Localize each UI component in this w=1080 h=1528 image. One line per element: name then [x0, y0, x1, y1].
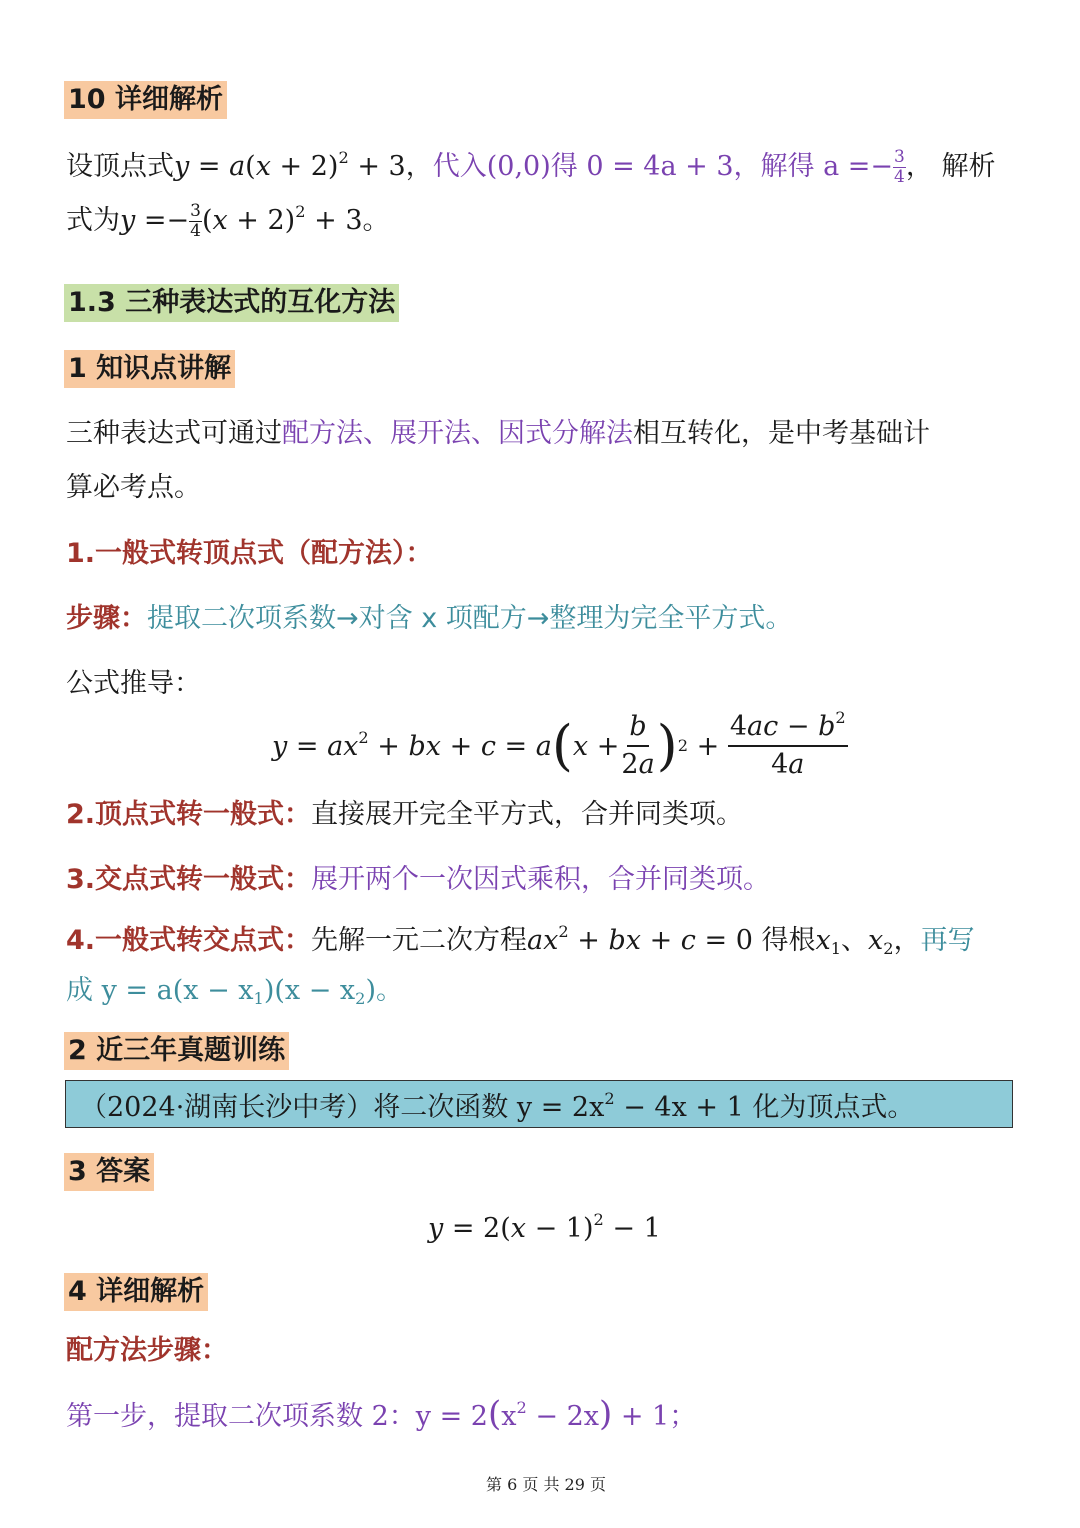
formula-derivation-label: 公式推导： — [66, 668, 201, 699]
method-2: 2.顶点式转一般式：直接展开完全平方式，合并同类项。 — [66, 799, 744, 830]
heading-answer: 3 答案 — [64, 1153, 154, 1191]
final-vertex-formula: y =− $\frac{3}{4}$ $(x + 2)^2 + 3$ — [120, 201, 363, 241]
heading-exam-training: 2 近三年真题训练 — [64, 1032, 289, 1070]
page-footer: 第 6 页 共 29 页 — [486, 1475, 606, 1494]
heading-detail-analysis-4: 4 详细解析 — [64, 1273, 208, 1311]
method-3: 3.交点式转一般式：展开两个一次因式乘积，合并同类项。 — [66, 864, 771, 895]
heading-detail-analysis-10: 10 详细解析 — [64, 81, 227, 119]
answer-formula: $y = 2(x - 1)^2 - 1$ — [428, 1209, 661, 1244]
completing-square-formula: $y = ax^2$ + bx + c = a ( x + $\frac{b}{2a}$ ) 2 + $\frac{4ac - b^2}{4a}$ — [272, 707, 846, 780]
knowledge-paragraph-line-2: 算必考点。 — [66, 472, 201, 503]
analysis-line-1: 设顶点式$y = a(x + 2)^2 + 3$，代入(0,0)得 0 = 4a + 3，解得 a =− $\frac{3}{4}$ ， 解析 — [66, 147, 996, 187]
step-1-text: 第一步，提取二次项系数 2：$y = 2(x^2 - 2x) + 1$； — [66, 1394, 697, 1434]
exam-question-text: （2024·湖南长沙中考）将二次函数 $y = 2x^2 - 4x + 1$ 化为顶点式。 — [80, 1088, 915, 1123]
method-1-title: 1.一般式转顶点式（配方法）： — [66, 538, 433, 569]
vertex-form-formula: $y = a(x + 2)^2 + 3$ — [174, 147, 406, 182]
completing-square-steps-label: 配方法步骤： — [66, 1335, 228, 1366]
method-4-line-1: 4.一般式转交点式：先解一元二次方程$ax^2$ + bx + c = 0 得根$x_1$、$x_2$，再写 — [66, 921, 975, 958]
knowledge-paragraph-line-1: 三种表达式可通过配方法、展开法、因式分解法相互转化，是中考基础计 — [66, 418, 930, 449]
analysis-line-2: 式为y =− $\frac{3}{4}$ $(x + 2)^2 + 3$。 — [66, 201, 390, 241]
section-title: 1.3 三种表达式的互化方法 — [64, 284, 399, 322]
heading-knowledge-points: 1 知识点讲解 — [64, 350, 235, 388]
method-4-line-2: 成 $y = a(x - x_1)(x - x_2)$。 — [66, 975, 403, 1008]
method-1-steps: 步骤：提取二次项系数→对含 x 项配方→整理为完全平方式。 — [66, 603, 793, 634]
fraction-three-quarters: $\frac{3}{4}$ — [894, 147, 905, 187]
